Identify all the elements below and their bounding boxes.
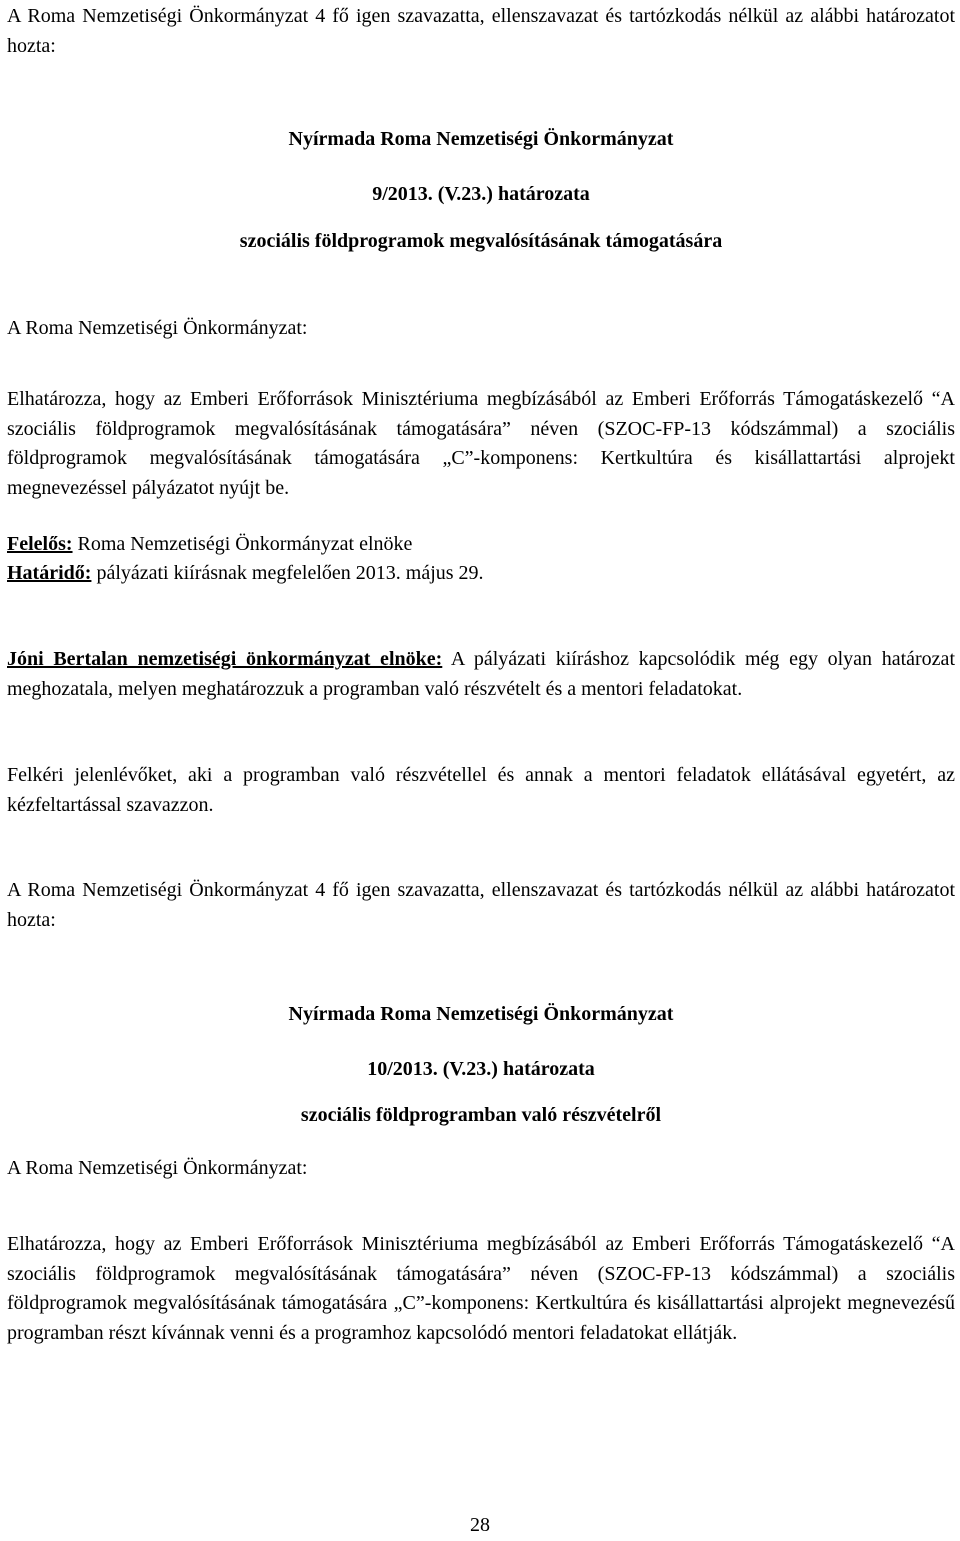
decision-paragraph: Elhatározza, hogy az Emberi Erőforrások Minisztériuma megbízásából az Emberi Erőforrás Támogatáskezelő “A szociális földprogramok megvalósításának támogatására” néven (SZOC-FP-13 kódszámmal) a szociális földprogramok megvalósításának támogatására „C”-komponens: Kertkultúra és kisállattartási alprojekt megnevezéssel pályázatot nyújt be. — [7, 388, 955, 499]
resolution-subject-2: szociális földprogramban való részvételről — [300, 1104, 662, 1126]
vote-intro-paragraph: A Roma Nemzetiségi Önkormányzat 4 fő igen szavazatta, ellenszavazat és tartózkodás nélkül az alábbi határozatot hozta: — [7, 5, 955, 57]
resolution-number-2: 10/2013. (V.23.) határozata — [367, 1058, 595, 1080]
responsible-line — [7, 530, 955, 560]
responsible-value: Roma Nemzetiségi Önkormányzat elnöke — [72, 533, 413, 555]
vote-intro-paragraph-2: A Roma Nemzetiségi Önkormányzat 4 fő igen szavazatta, ellenszavazat és tartózkodás nélkül az alábbi határozatot hozta: — [7, 879, 955, 931]
responsible-label: Felelős: — [7, 533, 73, 555]
speaker-paragraph — [7, 645, 955, 704]
decision-paragraph-2: Elhatározza, hogy az Emberi Erőforrások Minisztériuma megbízásából az Emberi Erőforrás Támogatáskezelő “A szociális földprogramok megvalósításának támogatására” néven (SZOC-FP-13 kódszámmal) a szociális földprogramok megvalósításának támogatására „C”-komponens: Kertkultúra és kisállattartási alprojekt megnevezésű programban részt kívánnak venni és a programhoz kapcsolódó mentori feladatokat ellátják. — [7, 1233, 955, 1344]
resolution-subject: szociális földprogramok megvalósításának támogatására — [239, 230, 723, 252]
deadline-label: Határidő: — [7, 562, 92, 584]
vote-request-paragraph: Felkéri jelenlévőket, aki a programban való részvétellel és annak a mentori feladatok ellátásával egyetért, az kézfeltartással szavazzon. — [7, 764, 955, 816]
speaker-label: Jóni Bertalan nemzetiségi önkormányzat elnöke: — [7, 648, 443, 670]
resolution-number: 9/2013. (V.23.) határozata — [372, 183, 590, 205]
deadline-value: pályázati kiírásnak megfelelően 2013. május 29. — [91, 562, 484, 584]
speaker-text: A pályázati kiíráshoz kapcsolódik még egy olyan határozat meghozatala, melyen meghatározzuk a programban való részvételt és a mentori feladatokat. — [7, 648, 955, 700]
resolution-issuer: Nyírmada Roma Nemzetiségi Önkormányzat — [288, 128, 674, 150]
deadline-line — [7, 559, 955, 589]
decider-heading: A Roma Nemzetiségi Önkormányzat: — [7, 317, 308, 339]
decider-heading-2: A Roma Nemzetiségi Önkormányzat: — [7, 1157, 308, 1179]
page-number: 28 — [470, 1514, 490, 1536]
resolution-issuer-2: Nyírmada Roma Nemzetiségi Önkormányzat — [288, 1003, 674, 1025]
